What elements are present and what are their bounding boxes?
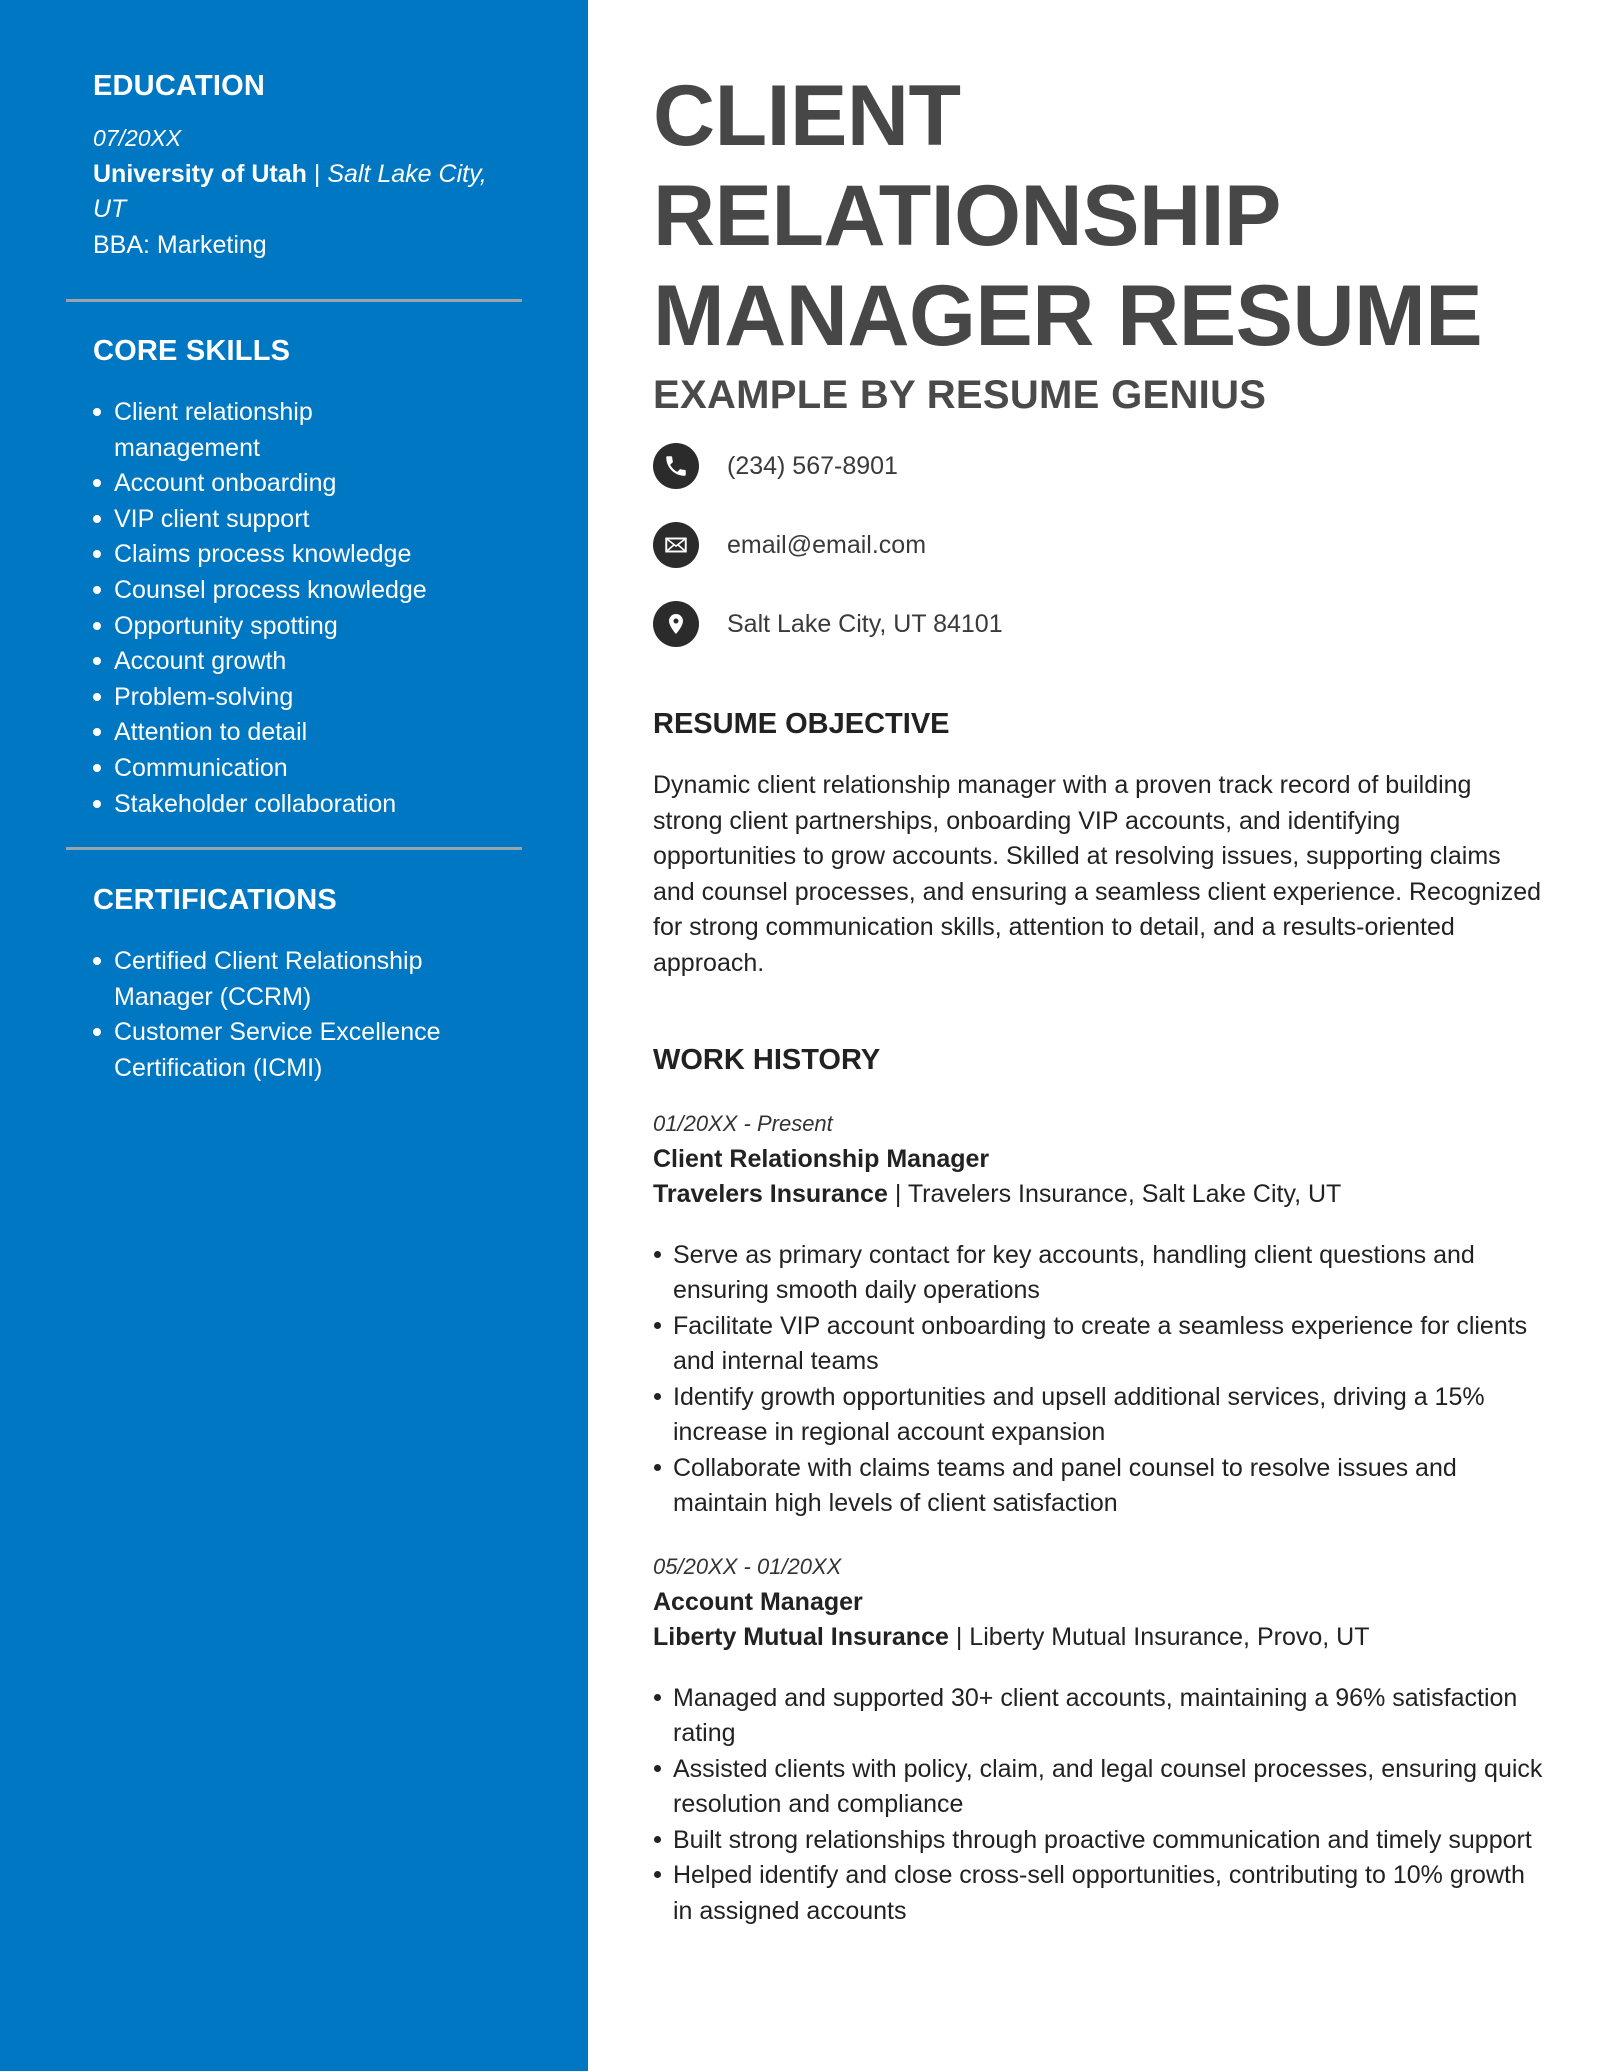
skill-item: Opportunity spotting (93, 609, 453, 645)
job-company-line (653, 1620, 1553, 1656)
education-date: 07/20XX (93, 125, 182, 151)
skill-item: Attention to detail (93, 715, 453, 751)
sidebar (0, 0, 588, 2071)
certifications-heading: CERTIFICATIONS (93, 884, 337, 916)
education-section (93, 68, 523, 263)
job-title: Account Manager (653, 1587, 863, 1616)
email-address[interactable]: email@email.com (727, 530, 927, 559)
skill-item: Client relationship management (93, 395, 453, 466)
certifications-list (93, 944, 453, 1086)
skill-item: Communication (93, 751, 453, 787)
page-subtitle: EXAMPLE BY RESUME GENIUS (653, 373, 1267, 417)
skill-item: Account onboarding (93, 466, 453, 502)
job-bullet: Helped identify and close cross-sell opportunities, contributing to 10% growth in assigned accounts (653, 1858, 1543, 1929)
phone-icon (653, 443, 699, 489)
job-company: Liberty Mutual Insurance (653, 1623, 949, 1651)
certification-item: Customer Service Excellence Certification (ICMI) (93, 1015, 453, 1086)
education-school-line (93, 157, 493, 228)
job-bullet: Facilitate VIP account onboarding to create a seamless experience for clients and internal teams (653, 1309, 1543, 1380)
job-bullet: Identify growth opportunities and upsell additional services, driving a 15% increase in regional account expansion (653, 1380, 1543, 1451)
job-separator: | (955, 1623, 963, 1651)
job-bullets (653, 1238, 1543, 1522)
job-company: Travelers Insurance (653, 1180, 888, 1208)
certifications-section (93, 882, 523, 1086)
job-bullet: Collaborate with claims teams and panel counsel to resolve issues and maintain high levels of client satisfaction (653, 1451, 1543, 1522)
skill-item: Account growth (93, 644, 453, 680)
job-bullets (653, 1681, 1543, 1930)
location-pin-icon (653, 601, 699, 647)
job-bullet: Managed and supported 30+ client accounts, maintaining a 96% satisfaction rating (653, 1681, 1543, 1752)
email-icon (653, 522, 699, 568)
contact-phone (653, 442, 1353, 490)
education-location: Salt Lake City, UT (93, 159, 487, 223)
job-dates: 05/20XX - 01/20XX (653, 1554, 842, 1579)
objective-heading: RESUME OBJECTIVE (653, 708, 950, 740)
objective-text: Dynamic client relationship manager with a proven track record of building strong client partnerships, onboarding VIP accounts, and identifying opportunities to grow accounts. Skilled at resolving issues, supporting claims and counsel processes, and ensuring a seamless client experience. Recognized for strong communication skills, attention to detail, and a results-oriented approach. (653, 771, 1542, 977)
education-school: University of Utah (93, 159, 307, 188)
job-bullet: Serve as primary contact for key accounts, handling client questions and ensuring smooth daily operations (653, 1238, 1543, 1309)
section-divider (66, 299, 522, 302)
skill-item: Stakeholder collaboration (93, 787, 453, 823)
section-divider (66, 847, 522, 850)
skill-item: VIP client support (93, 502, 453, 538)
skill-item: Problem-solving (93, 680, 453, 716)
education-separator: | (313, 159, 321, 188)
contact-email (653, 521, 1353, 569)
job-title: Client Relationship Manager (653, 1144, 990, 1173)
certification-item: Certified Client Relationship Manager (CCRM) (93, 944, 453, 1015)
education-degree: BBA: Marketing (93, 230, 267, 259)
core-skills-list (93, 395, 453, 822)
job-company-line (653, 1177, 1553, 1213)
job-location: Liberty Mutual Insurance, Provo, UT (969, 1623, 1370, 1651)
skill-item: Claims process knowledge (93, 537, 453, 573)
skill-item: Counsel process knowledge (93, 573, 453, 609)
contact-location (653, 600, 1353, 648)
job-dates: 01/20XX - Present (653, 1111, 833, 1136)
education-heading: EDUCATION (93, 70, 266, 102)
job-entry (653, 1106, 1553, 1522)
core-skills-section (93, 333, 523, 822)
phone-number[interactable]: (234) 567-8901 (727, 451, 898, 480)
job-bullet: Built strong relationships through proactive communication and timely support (653, 1823, 1543, 1859)
core-skills-heading: CORE SKILLS (93, 335, 291, 367)
job-entry (653, 1549, 1553, 1929)
job-location: Travelers Insurance, Salt Lake City, UT (907, 1180, 1342, 1208)
location-text: Salt Lake City, UT 84101 (727, 609, 1003, 638)
page-title: CLIENT RELATIONSHIP MANAGER RESUME (653, 68, 1483, 364)
work-history-heading: WORK HISTORY (653, 1044, 881, 1076)
job-bullet: Assisted clients with policy, claim, and legal counsel processes, ensuring quick resolution and compliance (653, 1752, 1543, 1823)
job-separator: | (894, 1180, 902, 1208)
